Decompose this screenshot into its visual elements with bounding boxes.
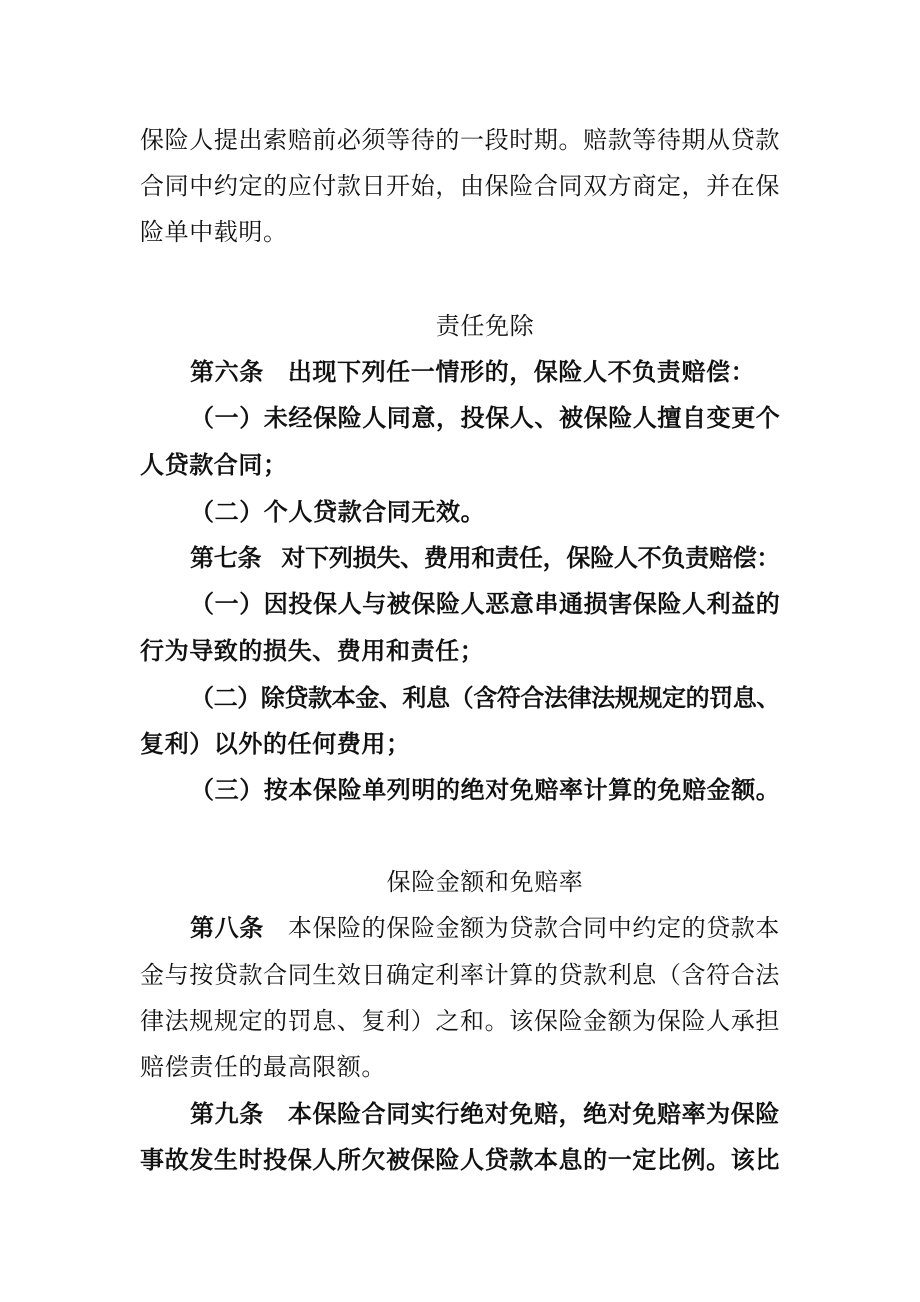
article-7-item-2-cont: 复利）以外的任何费用； (140, 729, 411, 758)
article-8-label: 第八条 (190, 913, 264, 942)
article-7-text: 对下列损失、费用和责任，保险人不负责赔偿： (281, 543, 780, 572)
article-6-item-1: （一）未经保险人同意，投保人、被保险人擅自变更个 (190, 403, 781, 432)
article-9-line (190, 1091, 780, 1137)
article-9-line: 事故发生时投保人所欠被保险人贷款本息的一定比例。该比 (140, 1145, 780, 1174)
article-7-item-1: （一）因投保人与被保险人恶意串通损害保险人利益的 (190, 589, 781, 618)
article-7-intro (190, 535, 780, 581)
article-6-text: 出现下列任一情形的，保险人不负责赔偿： (287, 357, 756, 386)
section-heading-exclusions: 责任免除 (435, 312, 535, 340)
article-6-intro (190, 349, 780, 395)
article-8-line: 律法规规定的罚息、复利）之和。该保险金额为保险人承担 (140, 1007, 780, 1035)
section-heading-amount: 保险金额和免赔率 (386, 868, 584, 896)
article-6-item-2: （二）个人贷款合同无效。 (190, 497, 486, 526)
article-8-line: 金与按贷款合同生效日确定利率计算的贷款利息（含符合法 (140, 961, 780, 989)
article-7-item-2: （二）除贷款本金、利息（含符合法律法规规定的罚息、 (190, 683, 780, 712)
article-6-label: 第六条 (190, 357, 264, 386)
article-7-item-1-cont: 行为导致的损失、费用和责任； (140, 636, 485, 665)
paragraph-line: 保险人提出索赔前必须等待的一段时期。赔款等待期从贷款 (140, 126, 780, 154)
article-9-label: 第九条 (190, 1099, 264, 1128)
article-9-text: 本保险合同实行绝对免赔，绝对免赔率为保险 (287, 1099, 780, 1128)
article-6-item-1-cont: 人贷款合同； (140, 450, 288, 479)
article-8-text: 本保险的保险金额为贷款合同中约定的贷款本 (287, 914, 780, 942)
article-8-line: 赔偿责任的最高限额。 (140, 1053, 386, 1081)
article-7-label: 第七条 (190, 543, 262, 572)
paragraph-line: 合同中约定的应付款日开始，由保险合同双方商定，并在保 (140, 172, 780, 200)
article-7-item-3: （三）按本保险单列明的绝对免赔率计算的免赔金额。 (190, 775, 781, 804)
article-8-line (190, 905, 780, 951)
paragraph-line: 险单中载明。 (140, 218, 288, 246)
